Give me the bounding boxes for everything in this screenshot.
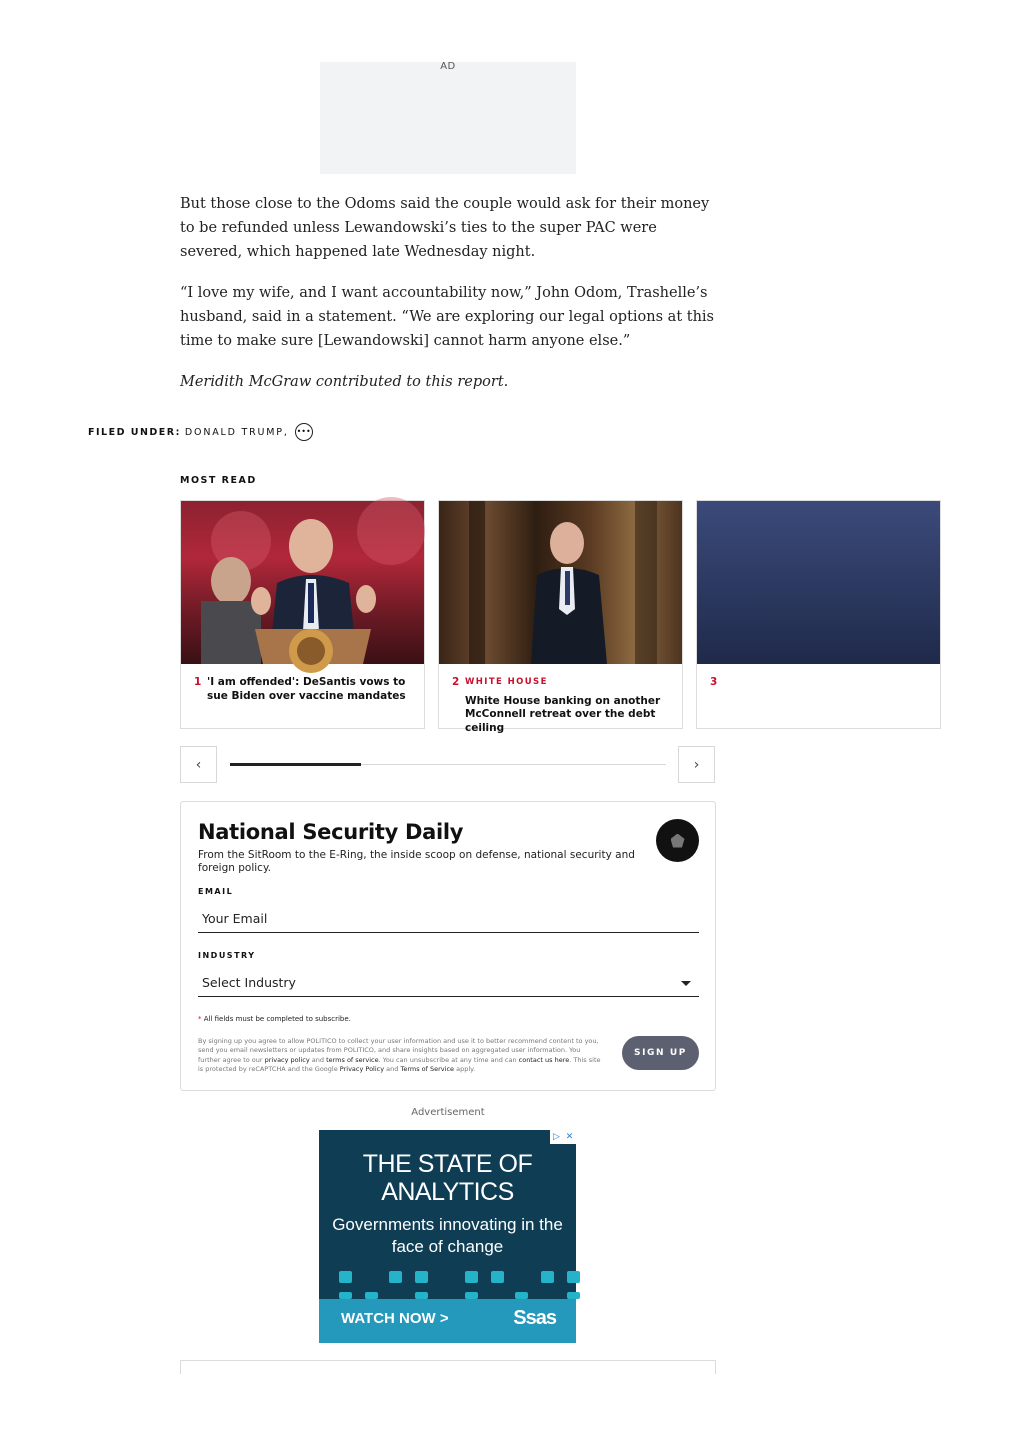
ad-decor-square <box>365 1292 378 1299</box>
ad-decor-square <box>339 1271 352 1283</box>
ad-decor-square <box>415 1292 428 1299</box>
sas-logo: Ssas <box>513 1307 556 1329</box>
close-icon[interactable]: ✕ <box>565 1132 574 1142</box>
privacy-policy-link[interactable]: privacy policy <box>264 1055 310 1064</box>
desantis-photo <box>181 501 426 664</box>
story-image[interactable] <box>181 501 424 664</box>
caret-down-icon <box>681 981 691 986</box>
sign-up-button[interactable]: SIGN UP <box>622 1036 699 1070</box>
carousel-next-button[interactable] <box>678 746 715 783</box>
ad-decor-square <box>515 1292 528 1299</box>
ad-decor-square <box>465 1271 478 1283</box>
email-label: EMAIL <box>198 887 234 896</box>
contact-us-link[interactable]: contact us here <box>518 1055 570 1064</box>
top-ad-slot[interactable] <box>320 62 576 174</box>
ad-decor-square <box>415 1271 428 1283</box>
ad-choices-icon[interactable]: ▷ <box>553 1132 560 1142</box>
ad-decor-square <box>465 1292 478 1299</box>
email-field[interactable]: Your Email <box>198 905 699 933</box>
ad-choices[interactable] <box>550 1130 576 1144</box>
sas-advertisement[interactable] <box>319 1130 576 1343</box>
carousel-progress-fill <box>230 763 361 766</box>
carousel-progress-track[interactable] <box>230 764 666 765</box>
story-kicker[interactable]: WHITE HOUSE <box>465 677 548 687</box>
rank-number: 1 <box>194 676 202 688</box>
most-read-card-2[interactable] <box>438 500 683 734</box>
ad-label: AD <box>440 61 456 72</box>
required-note: * All fields must be completed to subscribe. <box>198 1015 351 1023</box>
article-paragraph: “I love my wife, and I want accountability now,” John Odom, Trashelle’s husband, said in a statement. “We are exploring our legal options at this time to make sure [Lewandowski] cannot harm anyone else.” <box>180 285 714 349</box>
ad-cta-watch-now[interactable]: WATCH NOW > <box>341 1310 449 1327</box>
article-body <box>180 192 716 411</box>
google-privacy-link[interactable]: Privacy Policy <box>339 1064 385 1073</box>
chevron-right-icon: › <box>693 756 700 773</box>
terms-of-service-link[interactable]: terms of service <box>326 1055 379 1064</box>
mcconnell-photo <box>439 501 684 664</box>
newsletter-logo-icon <box>656 819 699 862</box>
newsletter-title: National Security Daily <box>198 820 464 844</box>
story-image[interactable] <box>697 501 940 664</box>
filed-under-tag-donald-trump[interactable]: DONALD TRUMP, <box>184 426 289 438</box>
filed-under-label: FILED UNDER: <box>88 426 181 438</box>
filed-under <box>88 423 313 441</box>
rank-number: 3 <box>710 676 718 688</box>
industry-select[interactable] <box>198 969 699 997</box>
google-terms-link[interactable]: Terms of Service <box>400 1064 455 1073</box>
advertisement-label: Advertisement <box>411 1107 485 1118</box>
article-paragraph: But those close to the Odoms said the couple would ask for their money to be refunded unless Lewandowski’s ties to the super PAC were severed, which happened late Wednesday night. <box>180 196 710 260</box>
ad-subhead: Governments innovating in the face of change <box>332 1215 563 1256</box>
most-read-card-1[interactable] <box>180 500 425 729</box>
ad-decor-square <box>567 1292 580 1299</box>
ad-cta-bar[interactable] <box>319 1299 576 1343</box>
ellipsis-circle-icon[interactable]: ••• <box>295 423 313 441</box>
story-headline[interactable]: White House banking on another McConnell retreat over the debt ceiling <box>465 694 661 734</box>
newsletter-description: From the SitRoom to the E-Ring, the inside scoop on defense, national security and foreign policy. <box>198 849 635 874</box>
most-read-card-3[interactable] <box>696 500 941 729</box>
ad-decor-square <box>541 1271 554 1283</box>
story-headline[interactable]: 'I am offended': DeSantis vows to sue Biden over vaccine mandates <box>207 676 406 702</box>
ad-decor-square <box>491 1271 504 1283</box>
rank-number: 2 <box>452 676 460 688</box>
carousel-prev-button[interactable] <box>180 746 217 783</box>
newsletter-signup <box>180 801 716 1091</box>
chevron-left-icon: ‹ <box>195 756 202 773</box>
ad-decor-square <box>389 1271 402 1283</box>
story-image[interactable] <box>439 501 682 664</box>
ad-decor-square <box>339 1292 352 1299</box>
ad-headline: THE STATE OF ANALYTICS <box>362 1150 533 1206</box>
legal-text: By signing up you agree to allow POLITICO to collect your user information and use it to better recommend content to you, send you email newsletters or updates from POLITICO, and share insights based on aggregated user information. You further agree to our privacy policy and terms of service. You can unsubscribe at any time and can contact us here. This site is protected by reCAPTCHA and the Google Privacy Policy and Terms of Service apply. <box>198 1037 601 1073</box>
next-module <box>180 1360 716 1374</box>
industry-select-value: Select Industry <box>202 975 296 990</box>
most-read-carousel <box>180 500 718 734</box>
most-read-title: MOST READ <box>180 475 257 486</box>
article-credit: Meridith McGraw contributed to this report. <box>180 374 509 390</box>
industry-label: INDUSTRY <box>198 951 256 960</box>
ad-decor-square <box>567 1271 580 1283</box>
